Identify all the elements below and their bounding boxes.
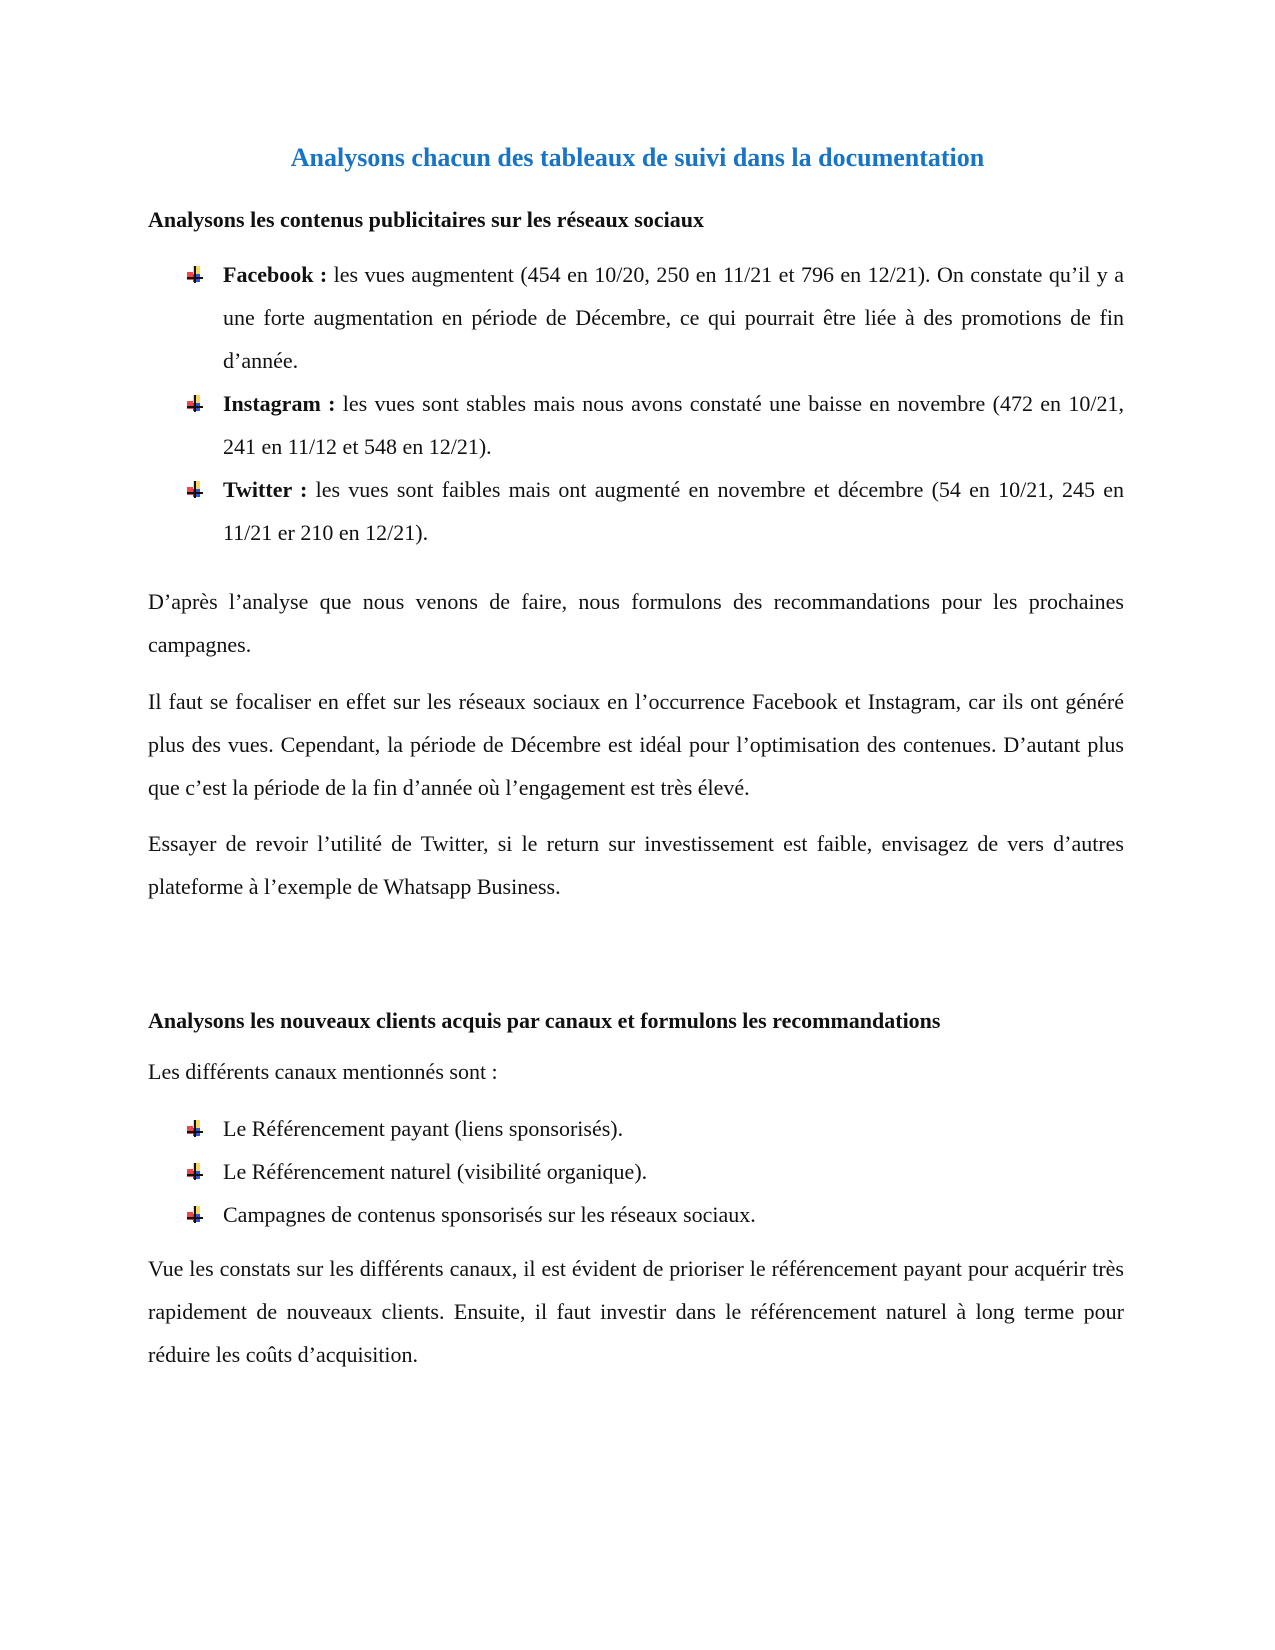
arrow-down-bullet-icon [183,1206,205,1224]
arrow-down-bullet-icon [183,481,205,499]
bullet-text: Le Référencement naturel (visibilité organique). [223,1159,648,1184]
bullet-label: Facebook : [223,262,328,287]
section-2 [148,1006,1124,1036]
paragraph-1 [148,580,1124,666]
bullet-facebook [148,253,1124,382]
bullet-label: Instagram : [223,391,336,416]
paragraph-3 [148,822,1124,908]
bullet-text: les vues sont faibles mais ont augmenté en novembre et décembre (54 en 10/21, 245 en 11/21 er 210 en 12/21). [223,477,1124,545]
section-1 [148,205,1124,235]
arrow-down-bullet-icon [183,395,205,413]
paragraph-text: Les différents canaux mentionnés sont : [148,1059,498,1084]
paragraph-text: Il faut se focaliser en effet sur les réseaux sociaux en l’occurrence Facebook et Instagram, car ils ont généré plus des vues. Cependant, la période de Décembre est idéal pour l’optimisation des contenues. D’autant plus que c’est la période de la fin d’année où l’engagement est très élevé. [148,689,1124,800]
paragraph-2 [148,680,1124,809]
section-1-heading: Analysons les contenus publicitaires sur les réseaux sociaux [148,207,704,232]
arrow-down-bullet-icon [183,266,205,284]
bullet-label: Twitter : [223,477,308,502]
bullet-twitter [148,468,1124,554]
arrow-down-bullet-icon [183,1163,205,1181]
bullet-channel [148,1193,1124,1236]
bullet-instagram [148,382,1124,468]
page-title: Analysons chacun des tableaux de suivi dans la documentation [290,143,985,172]
bullet-text: les vues sont stables mais nous avons constaté une baisse en novembre (472 en 10/21, 241 en 11/12 et 548 en 12/21). [223,391,1124,459]
bullet-text: les vues augmentent (454 en 10/20, 250 en 11/21 et 796 en 12/21). On constate qu’il y a une forte augmentation en période de Décembre, ce qui pourrait être liée à des promotions de fin d’année. [223,262,1124,373]
bullet-channel [148,1107,1124,1150]
paragraph-text: D’après l’analyse que nous venons de faire, nous formulons des recommandations pour les prochaines campagnes. [148,589,1124,657]
bullet-channel [148,1150,1124,1193]
section-2-conclusion [148,1247,1124,1376]
bullet-text: Le Référencement payant (liens sponsorisés). [223,1116,624,1141]
section-1-bullets [148,253,1124,554]
bullet-text: Campagnes de contenus sponsorisés sur les réseaux sociaux. [223,1202,756,1227]
section-2-heading: Analysons les nouveaux clients acquis par canaux et formulons les recommandations [148,1008,941,1033]
section-2-intro [148,1050,1124,1093]
arrow-down-bullet-icon [183,1120,205,1138]
paragraph-text: Essayer de revoir l’utilité de Twitter, si le return sur investissement est faible, envisagez de vers d’autres plateforme à l’exemple de Whatsapp Business. [148,831,1124,899]
section-2-bullets [148,1107,1124,1236]
paragraph-text: Vue les constats sur les différents canaux, il est évident de prioriser le référencement payant pour acquérir très rapidement de nouveaux clients. Ensuite, il faut investir dans le référencement naturel à long terme pour réduire les coûts d’acquisition. [148,1256,1124,1367]
